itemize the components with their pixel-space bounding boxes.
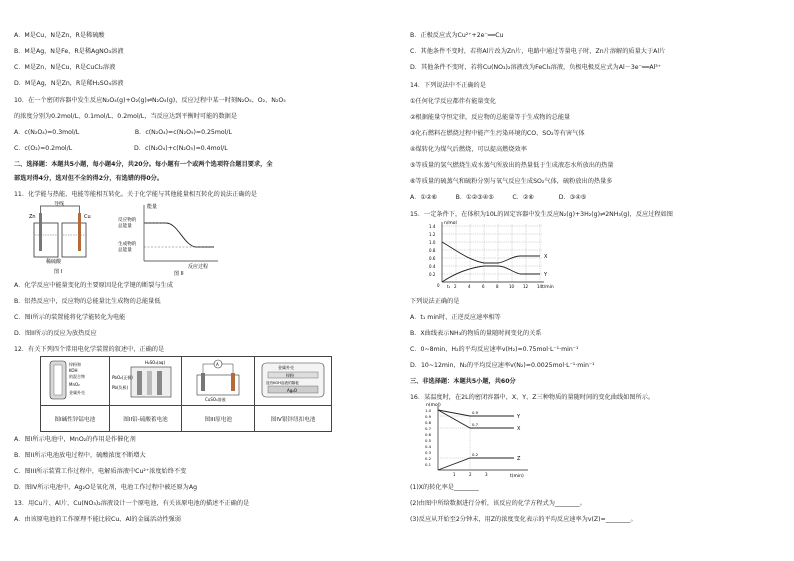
ii-label-2: Pb(负极): [111, 385, 128, 390]
left-text-line: D．M是Ag，N是Zn，R是稀H₂SO₄溶液: [14, 80, 124, 87]
fig15-ytick: 1.4: [429, 224, 436, 229]
fig16-value-label: 0.9: [472, 410, 479, 415]
figure-12-devices: [40, 356, 332, 432]
device-caption-1: 图I碱性锌锰电池: [41, 406, 110, 432]
fig15-ytick: 0.2: [429, 272, 436, 277]
fig16-x-axis-label: t(min): [510, 474, 524, 478]
fig16-ytick: 0.5: [425, 438, 432, 443]
fig16-ytick: 0.6: [425, 432, 432, 437]
zn-label: Zn: [29, 214, 36, 220]
iv-label-0: 金属外壳: [278, 365, 295, 370]
fig15-xtick: 14: [537, 284, 543, 289]
wire-label: 导线: [54, 201, 65, 207]
fig15-xtick: 4: [468, 284, 471, 289]
fig16-xtick: 2: [469, 472, 472, 477]
fig15-ytick: 0: [437, 283, 440, 288]
fig16-curve-z-label: Z: [517, 456, 521, 462]
device-cell-1: [41, 357, 110, 406]
right-text-line: ⑥等质量的硫蒸气和硫粉分别与氧气反应生成SO₂气体，硫粉放出的热量多: [410, 178, 613, 185]
right-text-line: (1)X的转化率是________: [410, 484, 479, 491]
left-text-line: D．图IV所示电池中，Ag₂O是氧化剂，电池工作过程中被还原为Ag: [14, 484, 197, 491]
right-text-line: 16．某温度时，在2L的密闭容器中，X、Y、Z三种物质的量随时间的变化曲线如图所示。: [410, 394, 655, 401]
fig15-xtick: 6: [482, 284, 485, 289]
fig15-xtick: 12: [523, 284, 529, 289]
figure-15-chart: [428, 220, 558, 290]
iii-label-0: CuSO₄溶液: [205, 397, 226, 402]
acid-label: 稀硫酸: [46, 259, 62, 265]
right-text-line: ②根据能量守恒定律，反应物的总能量等于生成物的总能量: [410, 114, 571, 121]
fig16-ytick: 0.8: [425, 420, 432, 425]
cu-label: Cu: [84, 214, 91, 220]
fig15-ytick: 0.8: [429, 248, 436, 253]
right-text-line: C．其他条件不变时，若将Al片改为Zn片，电路中通过等量电子时，Zn片溶解的质量大于Al片: [410, 48, 666, 55]
device-caption-3: 图III原电池: [182, 406, 255, 432]
i-label-0: 锌粉和: [68, 362, 81, 367]
left-text-line: C．图I所示的装置能将化学能转化为电能: [14, 314, 126, 321]
left-text-line: B．图II所示电池放电过程中，硫酸浓度不断增大: [14, 452, 146, 459]
fig16-ytick: 0.7: [425, 426, 432, 431]
left-text-line: A．M是Cu，N是Zn，R是稀硫酸: [14, 32, 105, 39]
right-text-line: 下列说法正确的是: [410, 298, 460, 305]
fig16-curve-x-label: X: [517, 426, 521, 432]
fig15-ytick: 1.2: [429, 232, 436, 237]
fig16-ytick: 0.4: [425, 444, 432, 449]
left-column: [14, 0, 386, 561]
fig16-value-label: 0.7: [472, 422, 479, 427]
left-text-line: B．铝热反应中，反应物的总能量比生成物的总能量低: [14, 298, 161, 305]
device-caption-2: 图II铅-硫酸蓄电池: [109, 406, 182, 432]
fig15-ytick: 0.4: [429, 264, 436, 269]
i-label-2: 的混合物: [68, 374, 85, 379]
right-text-line: 14．下列说法中不正确的是: [410, 82, 486, 89]
fig15-t1-label: t₁: [447, 284, 451, 289]
figure-16-chart: [424, 402, 536, 478]
ii-label-0: H₂SO₄(aq): [144, 360, 165, 365]
iv-label-3: Ag₂O: [287, 388, 298, 393]
product-energy-label: 生成物的: [118, 242, 137, 247]
fig16-y-axis-label: n(mol): [426, 403, 441, 408]
right-text-line: D．其他条件不变时，若将Cu(NO₃)₂溶液改为FeCl₃溶液，负极电极反应式为Al－3e⁻══Al³⁺: [410, 64, 662, 71]
device-cell-4: [255, 357, 332, 406]
device-cell-2: [109, 357, 182, 406]
fig16-ytick: 0.2: [425, 456, 432, 461]
left-text-line: 的浓度分别为0.2mol/L、0.1mol/L、0.2mol/L，当反应达到平衡时可能的数据是: [14, 113, 238, 120]
left-text-line: 12．有关下列四个常用电化学装置的叙述中，正确的是: [14, 346, 165, 353]
fig15-y-axis-label: n/mol: [444, 221, 457, 226]
progress-axis-label: 反应过程: [188, 264, 209, 270]
left-text-line: 10．在一个密闭容器中发生反应N₂O₄(g)+O₂(g)⇌N₂O₄(g)，反应过程中某一时刻N₂O₅、O₂、N₂O₅: [14, 97, 286, 104]
fig16-xtick: 1: [453, 472, 456, 477]
product-energy-label-2: 总能量: [118, 248, 132, 253]
left-text-line: D．图II所示的反应为放热反应: [14, 330, 97, 337]
fig15-ytick: 0.6: [429, 256, 436, 261]
left-text-line: C．图III所示装置工作过程中，电解质溶液中Cu²⁺浓度始终不变: [14, 468, 187, 475]
fig16-curve-y-label: Y: [517, 414, 521, 420]
right-text-line: ③化石燃料在燃烧过程中能产生污染环境的CO、SO₂等有害气体: [410, 130, 585, 137]
fig15-curve-y-label: Y: [544, 272, 548, 278]
fig15-curve-x-label: X: [544, 254, 548, 260]
fig16-ytick: 0.9: [425, 414, 432, 419]
device-cell-3: [182, 357, 255, 406]
left-text-line: 11．化学能与热能、电能等能相互转化。关于化学能与其他能量相互转化的说法正确的是: [14, 191, 257, 198]
right-text-line: A．①②⑥ B．①②③④⑤ C．②⑥ D．③④⑤: [410, 194, 587, 201]
right-text-line: C．0~8min，H₂的平均反应速率v(H₂)=0.75mol·L⁻¹·min⁻¹: [410, 346, 579, 353]
left-text-line: A．由该原电池的工作原理不能比较Cu、Al的金属活动性强弱: [14, 516, 181, 523]
left-text-line: A．c(N₂O₄)=0.3mol/L B．c(N₂O₄)=c(N₂O₅)=0.25mol/L: [14, 129, 232, 136]
left-text-line: C．M是Zn，N是Cu，R是CuCl₂溶液: [14, 64, 116, 71]
iv-label-2: 浸有KOH溶液的隔板: [266, 381, 299, 385]
fig15-x-axis-label: t/min: [542, 285, 554, 290]
fig16-ytick: 0.3: [425, 450, 432, 455]
reactant-energy-label: 反应物的: [118, 218, 137, 223]
fig16-value-label: 0.2: [472, 452, 479, 457]
right-text-line: B．X曲线表示NH₃的物质的量随时间变化的关系: [410, 330, 542, 337]
fig11-caption-1: 图 I: [54, 269, 63, 275]
fig16-ytick: 0.1: [425, 462, 432, 467]
fig15-xtick: 2: [454, 284, 457, 289]
right-text-line: (2)由图中所给数据进行分析，该反应的化学方程式为________。: [410, 500, 586, 507]
left-text-line: B．M是Ag，N是Fe，R是稀AgNO₃溶液: [14, 48, 124, 55]
fig15-xtick: 10: [509, 284, 515, 289]
figure-11: [26, 201, 226, 277]
i-label-4: 金属外壳: [68, 390, 85, 395]
energy-axis-label: 能量: [147, 204, 158, 210]
i-label-1: KOH: [68, 368, 78, 373]
i-label-3: MnO₂: [68, 382, 80, 387]
fig16-xtick: 3: [485, 472, 488, 477]
left-text-line: 13．用Cu片、Al片、Cu(NO₃)₂溶液设计一个原电池，有关该原电池的描述不正确的是: [14, 500, 250, 507]
ammeter-icon: A: [216, 362, 220, 367]
left-text-line: 二、选择题：本题共5小题，每小题4分，共20分。每小题有一个或两个选项符合题目要求，全: [14, 161, 273, 168]
reactant-energy-label-2: 总能量: [118, 224, 132, 229]
fig16-ytick: 1.0: [425, 408, 432, 413]
fig11-caption-2: 图 II: [174, 271, 184, 277]
left-text-line: A．化学反应中能量变化的主要原因是化学键的断裂与生成: [14, 282, 173, 289]
device-caption-4: 图IV银锌纽扣电池: [255, 406, 332, 432]
right-text-line: ④煤转化为煤气后燃烧，可以提高燃烧效率: [410, 146, 527, 153]
right-text-line: 三、非选择题：本题共5小题，共60分: [410, 378, 516, 385]
right-text-line: (3)反应从开始至2分钟末，用Z的浓度变化表示的平均反应速率为v(Z)=________。: [410, 516, 637, 523]
right-text-line: ①任何化学反应都伴有能量变化: [410, 98, 496, 105]
left-text-line: C．c(O₂)=0.2mol/L D．c(N₂O₄)+c(N₂O₅)=0.4mol/L: [14, 145, 228, 152]
left-text-line: A．图I所示电池中，MnO₂的作用是作催化剂: [14, 436, 136, 443]
right-text-line: ⑤等质量的氢气燃烧生成水蒸气所放出的热量低于生成液态水所放出的热量: [410, 162, 614, 169]
ii-label-1: PbO₂(正极): [111, 375, 133, 380]
iv-label-1: 锌粉: [286, 373, 295, 378]
fig15-xtick: 8: [496, 284, 499, 289]
right-text-line: B．正极反应式为Cu²⁺+2e⁻══Cu: [410, 32, 504, 39]
fig15-ytick: 1.0: [429, 240, 436, 245]
left-text-line: 部选对得4分，选对但不全的得2分，有选错的得0分。: [14, 175, 164, 182]
right-text-line: A．t₁ min时，正逆反应速率相等: [410, 314, 501, 321]
right-text-line: 15．一定条件下，在体积为10L的固定容器中发生反应N₂(g)+3H₂(g)⇌2NH₃(g)，反应过程如图: [410, 211, 673, 218]
right-text-line: D．10~12min，N₂的平均反应速率v(N₂)=0.0025mol·L⁻¹·min⁻¹: [410, 362, 595, 369]
